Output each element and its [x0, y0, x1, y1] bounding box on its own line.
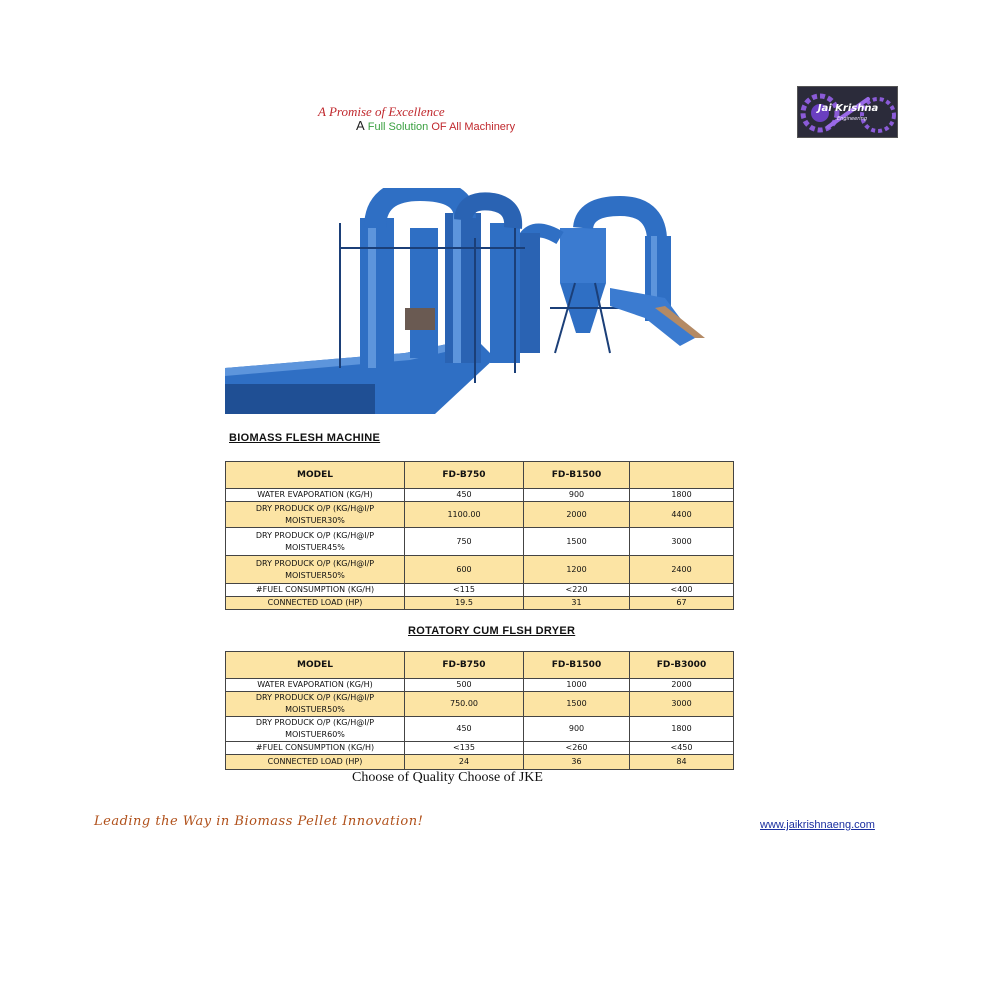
table-row: [226, 556, 734, 584]
table-header-row: [226, 652, 734, 679]
header-cell: FD-B1500: [524, 652, 630, 679]
header-cell: FD-B1500: [524, 462, 630, 489]
script-tagline: Leading the Way in Biomass Pellet Innovation!: [94, 814, 424, 829]
table-cell: 900: [524, 489, 630, 502]
table-row: [226, 755, 734, 770]
table-cell: 2000: [524, 502, 630, 528]
table-cell: 1500: [524, 528, 630, 556]
logo-subtext: Engineering: [837, 116, 867, 122]
table-row: [226, 692, 734, 717]
table-cell: 1800: [630, 717, 734, 742]
table-cell: 3000: [630, 692, 734, 717]
table-cell: 2400: [630, 556, 734, 584]
table-cell: <400: [630, 584, 734, 597]
table-cell: <135: [405, 742, 524, 755]
row-label: DRY PRODUCK O/P (KG/H@I/P MOISTUER50%: [226, 556, 405, 584]
table-header-row: [226, 462, 734, 489]
table-row: [226, 584, 734, 597]
header-cell: FD-B750: [405, 462, 524, 489]
row-label: DRY PRODUCK O/P (KG/H@I/P MOISTUER50%: [226, 692, 405, 717]
table-row: [226, 717, 734, 742]
biomass-flesh-machine-table: [225, 461, 734, 610]
table-cell: 1800: [630, 489, 734, 502]
tagline-full-solution: Full Solution: [367, 121, 429, 133]
table-cell: <260: [524, 742, 630, 755]
header-cell: FD-B3000: [630, 652, 734, 679]
quality-slogan: Choose of Quality Choose of JKE: [352, 770, 543, 785]
gear-logo-icon: [798, 87, 898, 138]
machine-photo: [225, 188, 715, 414]
table-cell: 4400: [630, 502, 734, 528]
table-cell: 1200: [524, 556, 630, 584]
table-row: [226, 597, 734, 610]
row-label: WATER EVAPORATION (KG/H): [226, 489, 405, 502]
table-row: [226, 742, 734, 755]
row-label: WATER EVAPORATION (KG/H): [226, 679, 405, 692]
table-cell: 1500: [524, 692, 630, 717]
table-row: [226, 489, 734, 502]
logo-text: Jai Krishna: [817, 103, 879, 114]
table-cell: 2000: [630, 679, 734, 692]
row-label: DRY PRODUCK O/P (KG/H@I/P MOISTUER45%: [226, 528, 405, 556]
table-cell: 24: [405, 755, 524, 770]
table-cell: 67: [630, 597, 734, 610]
table-cell: 36: [524, 755, 630, 770]
website-link[interactable]: www.jaikrishnaeng.com: [760, 819, 875, 831]
header-cell: FD-B750: [405, 652, 524, 679]
table-cell: <115: [405, 584, 524, 597]
rotatory-flsh-dryer-table: [225, 651, 734, 770]
table-cell: 1100.00: [405, 502, 524, 528]
table-cell: 750.00: [405, 692, 524, 717]
tagline-solution: [356, 118, 515, 133]
header-cell: [630, 462, 734, 489]
table-cell: 84: [630, 755, 734, 770]
table-cell: 600: [405, 556, 524, 584]
table-cell: <220: [524, 584, 630, 597]
table-cell: 750: [405, 528, 524, 556]
header-cell: MODEL: [226, 652, 405, 679]
tagline-a: A: [356, 118, 365, 133]
row-label: #FUEL CONSUMPTION (KG/H): [226, 742, 405, 755]
row-label: CONNECTED LOAD (HP): [226, 755, 405, 770]
table-cell: <450: [630, 742, 734, 755]
row-label: #FUEL CONSUMPTION (KG/H): [226, 584, 405, 597]
table-cell: 500: [405, 679, 524, 692]
tagline-machinery: OF All Machinery: [431, 121, 516, 133]
table-cell: 31: [524, 597, 630, 610]
table-cell: 3000: [630, 528, 734, 556]
table-cell: 900: [524, 717, 630, 742]
row-label: CONNECTED LOAD (HP): [226, 597, 405, 610]
table-row: [226, 502, 734, 528]
tagline-promise: A Promise of Excellence: [318, 104, 445, 119]
table-cell: 450: [405, 489, 524, 502]
table-row: [226, 528, 734, 556]
row-label: DRY PRODUCK O/P (KG/H@I/P MOISTUER30%: [226, 502, 405, 528]
header-cell: MODEL: [226, 462, 405, 489]
row-label: DRY PRODUCK O/P (KG/H@I/P MOISTUER60%: [226, 717, 405, 742]
table1-title: BIOMASS FLESH MACHINE: [229, 432, 381, 444]
table-cell: 450: [405, 717, 524, 742]
table2-title: ROTATORY CUM FLSH DRYER: [408, 625, 576, 637]
company-logo: [797, 86, 898, 138]
table-cell: 19.5: [405, 597, 524, 610]
table-cell: 1000: [524, 679, 630, 692]
table-row: [226, 679, 734, 692]
